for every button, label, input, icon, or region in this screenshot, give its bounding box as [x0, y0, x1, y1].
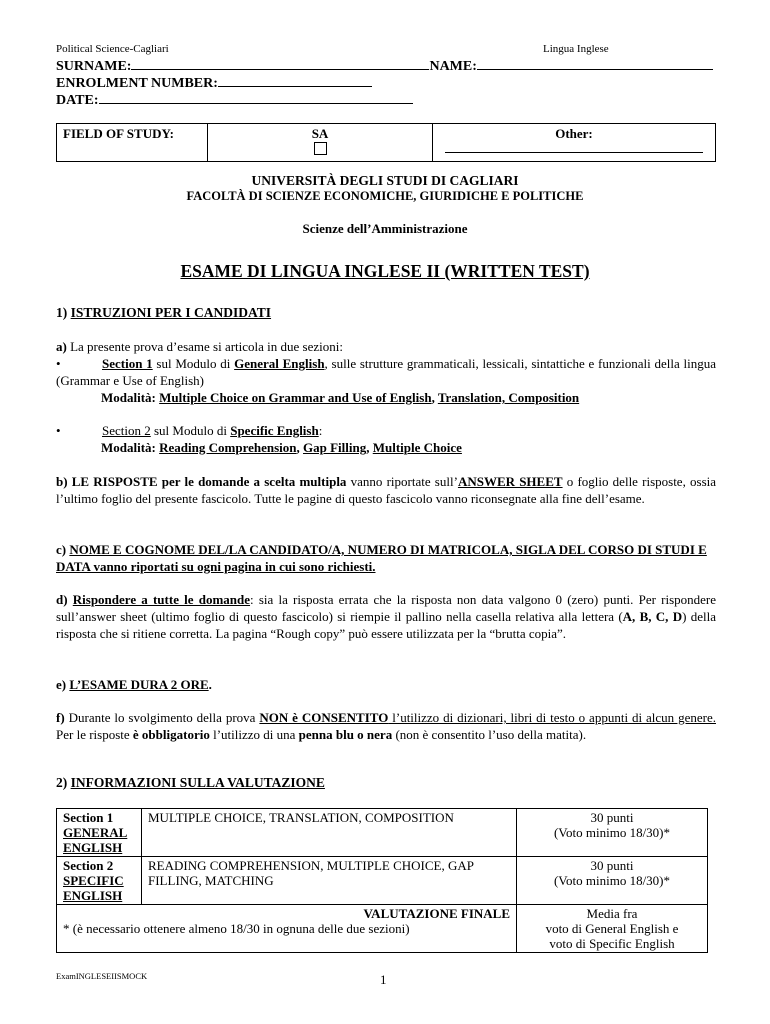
item-a-text: La presente prova d’esame si articola in due sezioni: [66, 339, 343, 354]
s1-label: Section 1 [102, 356, 153, 371]
eval-section-name1: SPECIFIC [63, 873, 124, 888]
item-f-text4: l’utilizzo di una [209, 727, 299, 742]
item-a [56, 338, 716, 355]
surname-field[interactable] [131, 57, 429, 70]
eval-section-name2: ENGLISH [63, 840, 123, 855]
eval-final-3: voto di Specific English [549, 936, 675, 951]
s2-modalita-label: Modalità: [101, 440, 160, 455]
table-row [57, 905, 708, 953]
faculty-name: FACOLTÀ DI SCIENZE ECONOMICHE, GIURIDICHE E POLITICHE [186, 189, 584, 203]
evaluation-table [56, 808, 708, 953]
eval-section-cell [57, 809, 142, 857]
item-f-text2: l’utilizzo di dizionari, libri di testo o appunti di alcun genere. [388, 710, 716, 725]
eval-final-note: * (è necessario ottenere almeno 18/30 in ognuna delle due sezioni) [63, 921, 410, 936]
eval-points: 30 punti [590, 858, 634, 873]
item-b-text2: o foglio delle risposte, ossia l’ultimo foglio del presente fascicolo. Tutte le pagine di questo fascicolo vanno riconsegnate alla fine dell’esame. [56, 474, 717, 506]
item-b-text1: vanno riportate sull’ [346, 474, 458, 489]
item-e-label: e) [56, 677, 70, 692]
section1-number: 1) [56, 305, 71, 320]
item-f [56, 709, 716, 743]
eval-section-label: Section 1 [63, 810, 114, 825]
header-right: Lingua Inglese [543, 43, 609, 55]
page-number: 1 [380, 972, 387, 987]
eval-points-cell [517, 809, 708, 857]
section2-heading [56, 775, 325, 791]
eval-content-cell: READING COMPREHENSION, MULTIPLE CHOICE, GAP FILLING, MATCHING [142, 857, 517, 905]
s2-comma2: , [366, 440, 373, 455]
s2-modalita [101, 439, 716, 456]
s2-colon: : [318, 423, 323, 438]
s1-modalita [101, 389, 716, 406]
field-sa-label: SA [311, 126, 329, 141]
eval-min: (Voto minimo 18/30)* [553, 873, 671, 888]
table-row [57, 857, 708, 905]
s1-comma: , [431, 390, 438, 405]
s2-specific: Specific English [230, 423, 319, 438]
field-of-study-label: FIELD OF STUDY: [57, 124, 208, 162]
eval-points: 30 punti [590, 810, 634, 825]
s2-label: Section 2 [102, 423, 151, 438]
date-field[interactable] [99, 91, 413, 104]
item-d-label: d) [56, 592, 73, 607]
field-other-cell [433, 124, 716, 162]
s2-text1: sul Modulo di [150, 423, 231, 438]
item-f-penna: penna blu o nera [298, 727, 393, 742]
name-label: NAME: [429, 59, 477, 74]
item-b-answer-sheet: ANSWER SHEET [457, 474, 563, 489]
item-d-letters: A, B, C, D [622, 609, 683, 624]
eval-section-label: Section 2 [63, 858, 114, 873]
eval-content-cell: MULTIPLE CHOICE, TRANSLATION, COMPOSITION [142, 809, 517, 857]
eval-section-cell [57, 857, 142, 905]
field-sa-cell [208, 124, 433, 162]
s2-mod2: Gap Filling [303, 440, 367, 455]
date-row [56, 91, 413, 109]
name-field[interactable] [477, 57, 713, 70]
section1-title: ISTRUZIONI PER I CANDIDATI [70, 305, 272, 320]
eval-final-value-cell [517, 905, 708, 953]
s1-text1: sul Modulo di [152, 356, 235, 371]
bullet-2: • [56, 423, 61, 438]
eval-points-cell [517, 857, 708, 905]
item-e-text: L’ESAME DURA 2 ORE [69, 677, 209, 692]
eval-final-label: VALUTAZIONE FINALE [363, 906, 510, 921]
item-f-obbligatorio: è obbligatorio [132, 727, 210, 742]
s1-general: General English [234, 356, 325, 371]
item-f-text1: Durante lo svolgimento della prova [64, 710, 260, 725]
s2-mod1: Reading Comprehension [159, 440, 297, 455]
item-section2-bullet [56, 422, 716, 439]
sa-checkbox[interactable] [314, 142, 327, 155]
s1-mod1: Multiple Choice on Grammar and Use of English [159, 390, 432, 405]
enrolment-row [56, 74, 372, 92]
surname-name-row [56, 57, 716, 75]
eval-final-2: voto di General English e [545, 921, 679, 936]
item-a-label: a) [56, 339, 67, 354]
item-c [56, 541, 716, 575]
item-f-non-consentito: NON è CONSENTITO [259, 710, 389, 725]
eval-final-cell [57, 905, 517, 953]
footer-code: ExamINGLESEIISMOCK [56, 971, 148, 981]
item-d [56, 591, 716, 642]
item-b [56, 473, 716, 507]
eval-min: (Voto minimo 18/30)* [553, 825, 671, 840]
item-e [56, 676, 716, 693]
item-c-text: NOME E COGNOME DEL/LA CANDIDATO/A, NUMERO DI MATRICOLA, SIGLA DEL CORSO DI STUDI E DATA vanno riportati su ogni pagina in cui sono richiesti. [56, 542, 707, 574]
s2-comma1: , [296, 440, 304, 455]
s2-mod3: Multiple Choice [372, 440, 462, 455]
other-field[interactable] [445, 152, 703, 153]
item-f-label: f) [56, 710, 65, 725]
bullet-1: • [56, 356, 61, 371]
university-name: UNIVERSITÀ DEGLI STUDI DI CAGLIARI [251, 173, 519, 188]
item-d-text1: : sia la risposta errata che la risposta non data valgono 0 (zero) punti. Per rispondere sull’answer sheet (ultimo foglio di questo fascicolo) si riempie il pallino nella casella relativa alla lettera ( [56, 592, 717, 624]
item-section1-bullet [56, 355, 716, 389]
field-other-label: Other: [555, 126, 593, 141]
eval-final-1: Media fra [586, 906, 638, 921]
s1-mod2: Translation, Composition [437, 390, 580, 405]
date-label: DATE: [56, 93, 99, 108]
eval-section-name1: GENERAL [63, 825, 128, 840]
page-title: ESAME DI LINGUA INGLESE II (WRITTEN TEST) [180, 261, 590, 281]
item-d-bold: Rispondere a tutte le domande [72, 592, 251, 607]
enrolment-field[interactable] [218, 74, 372, 87]
section2-number: 2) [56, 775, 71, 790]
header-left: Political Science-Cagliari [56, 43, 169, 55]
enrolment-label: ENROLMENT NUMBER: [56, 76, 218, 91]
item-c-label: c) [56, 542, 70, 557]
item-e-dot: . [208, 677, 212, 692]
item-d-text2: ) della risposta che si ritiene corretta. La pagina “Rough copy” può essere utilizzata per la “brutta copia”. [56, 609, 716, 641]
s1-modalita-label: Modalità: [101, 390, 160, 405]
item-f-text5: (non è consentito l’uso della matita). [392, 727, 587, 742]
table-row [57, 809, 708, 857]
eval-section-name2: ENGLISH [63, 888, 123, 903]
section2-title: INFORMAZIONI SULLA VALUTAZIONE [70, 775, 325, 790]
field-of-study-table [56, 123, 716, 162]
s1-text2: , sulle strutture grammaticali, lessicali, sintattiche e funzionali della lingua (Grammar e Use of English) [56, 356, 716, 388]
section1-heading [56, 305, 271, 321]
course-name: Scienze dell’Amministrazione [302, 221, 468, 236]
item-b-label: b) LE RISPOSTE per le domande a scelta multipla [56, 474, 347, 489]
item-f-text3: Per le risposte [56, 727, 133, 742]
surname-label: SURNAME: [56, 59, 132, 74]
